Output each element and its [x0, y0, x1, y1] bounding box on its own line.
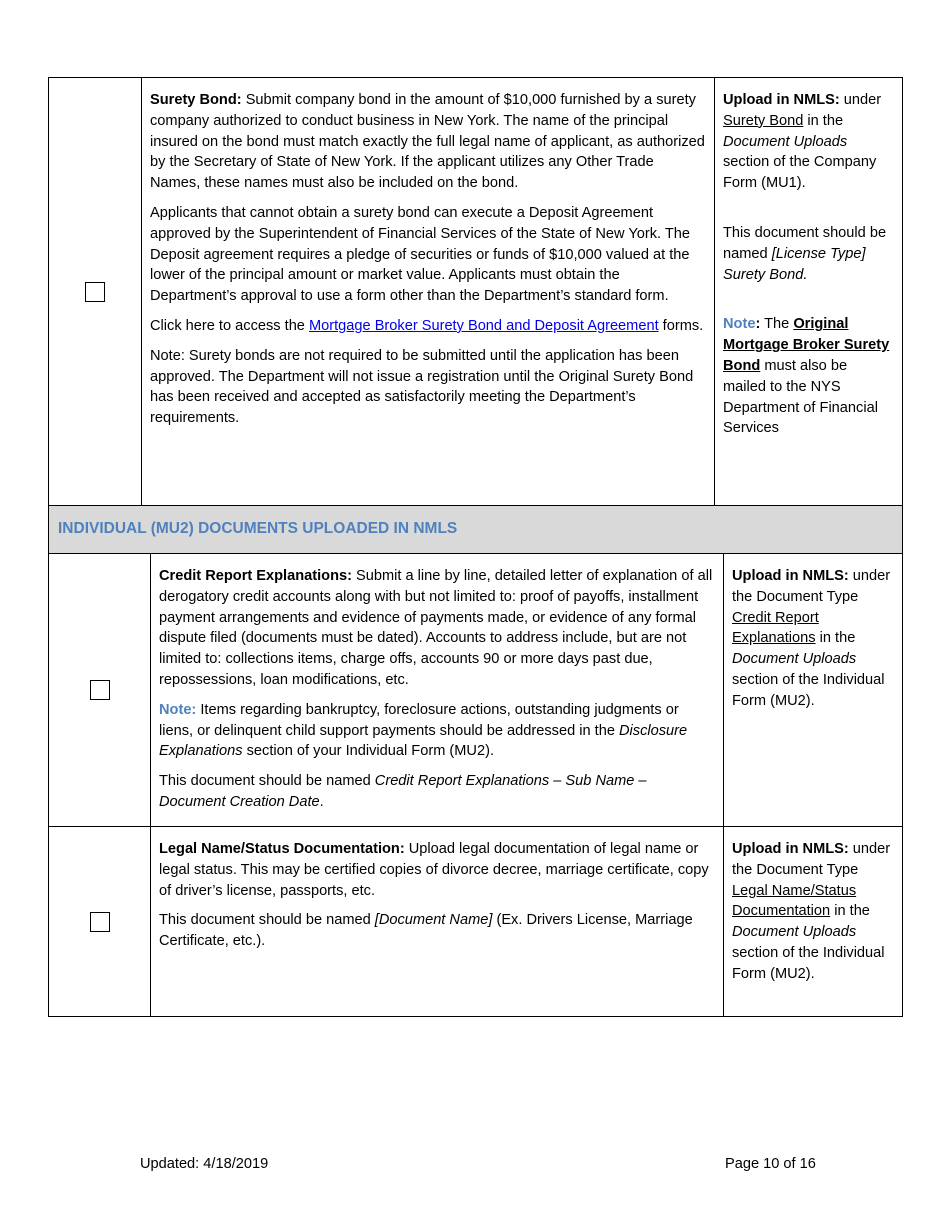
upload-paragraph: Upload in NMLS: under Surety Bond in the Document Uploads section of the Company Form (MU1). — [723, 92, 882, 192]
credit-report-checkbox[interactable] — [90, 680, 110, 700]
legal-name-doc-type: Legal Name/Status Documentation — [732, 882, 857, 920]
table-row — [49, 553, 902, 826]
upload-paragraph: Upload in NMLS: under the Document Type Legal Name/Status Documentation in the Document Uploads section of the Individual Form (MU2). — [732, 841, 891, 982]
legal-name-checkbox[interactable] — [90, 912, 110, 932]
requirements-table — [48, 77, 903, 1017]
checkbox-cell — [49, 554, 151, 826]
naming-paragraph: This document should be named [Document Name] (Ex. Drivers License, Marriage Certificate, etc.). — [159, 912, 693, 950]
section-header — [49, 505, 902, 553]
legal-name-paragraph: Legal Name/Status Documentation: Upload legal documentation of legal name or legal status. This may be certified copies of divorce decree, marriage certificate, copy of driver’s license, passports, etc. — [159, 841, 709, 899]
surety-bond-description — [142, 78, 715, 505]
credit-note-paragraph: Note: Items regarding bankruptcy, foreclosure actions, outstanding judgments or liens, or delinquent child support payments should be addressed in the Disclosure Explanations section of your Individual Form (MU2). — [159, 701, 688, 760]
table-row — [49, 77, 902, 505]
deposit-agreement-paragraph: Applicants that cannot obtain a surety bond can execute a Deposit Agreement approved by the Superintendent of Financial Services of the State of New York. The Deposit agreement requires a pledge of securities or funds of $10,000 valued at the lower of the principal amount or market value. Applicants must obtain the Department’s approval to use a form other than the Department’s standard form. — [150, 204, 691, 305]
checkbox-cell — [49, 78, 142, 505]
legal-name-title: Legal Name/Status Documentation: — [159, 841, 405, 857]
credit-report-description — [151, 554, 724, 826]
surety-bond-title: Surety Bond: — [150, 92, 242, 108]
surety-bond-upload-instructions — [715, 78, 902, 505]
forms-link-paragraph: Click here to access the Mortgage Broker Surety Bond and Deposit Agreement forms. — [150, 317, 704, 334]
table-row — [49, 826, 902, 1017]
credit-report-title: Credit Report Explanations: — [159, 568, 352, 584]
surety-bond-forms-link[interactable]: Mortgage Broker Surety Bond and Deposit Agreement — [308, 317, 659, 334]
mail-note-paragraph: Note: The Original Mortgage Broker Surety Bond must also be mailed to the NYS Department of Financial Services — [723, 316, 890, 437]
surety-note-paragraph: Note: Surety bonds are not required to be submitted until the application has been approved. The Department will not issue a registration until the Original Surety Bond has been received and accepted as satisfactorily meeting the Department’s requirements. — [150, 347, 694, 427]
surety-bond-checkbox[interactable] — [85, 282, 105, 302]
legal-name-description — [151, 827, 724, 1016]
footer-updated-date: Updated: 4/18/2019 — [140, 1156, 269, 1172]
surety-bond-paragraph: Surety Bond: Submit company bond in the amount of $10,000 furnished by a surety company authorized to conduct business in New York. The name of the principal insured on the bond must match exactly the full legal name of applicant, as authorized by the Secretary of State of New York. If the applicant utilizes any Other Trade Names, these names must also be included on the bond. — [150, 92, 705, 192]
legal-name-upload-instructions — [724, 827, 902, 1016]
upload-paragraph: Upload in NMLS: under the Document Type Credit Report Explanations in the Document Uploads section of the Individual Form (MU2). — [732, 568, 891, 709]
credit-report-paragraph: Credit Report Explanations: Submit a line by line, detailed letter of explanation of all derogatory credit accounts along with but not limited to: proof of payoffs, installment payment arrangements and evidence of payments made, or evidence of any formal dispute filed (documents must be dated). Accounts to address include, but are not limited to: collections items, charge offs, accounts 90 or more days past due, repossessions, loan modifications, etc. — [159, 568, 713, 688]
credit-report-upload-instructions — [724, 554, 902, 826]
surety-bond-doc-type: Surety Bond — [723, 112, 804, 129]
checkbox-cell — [49, 827, 151, 1016]
naming-paragraph: This document should be named Credit Report Explanations – Sub Name – Document Creation Date. — [159, 773, 647, 810]
naming-paragraph: This document should be named [License Type] Surety Bond. — [723, 224, 887, 283]
footer-page-number: Page 10 of 16 — [725, 1156, 816, 1172]
credit-report-doc-type: Credit Report Explanations — [732, 609, 819, 647]
section-title: INDIVIDUAL (MU2) DOCUMENTS UPLOADED IN NMLS — [58, 520, 458, 538]
